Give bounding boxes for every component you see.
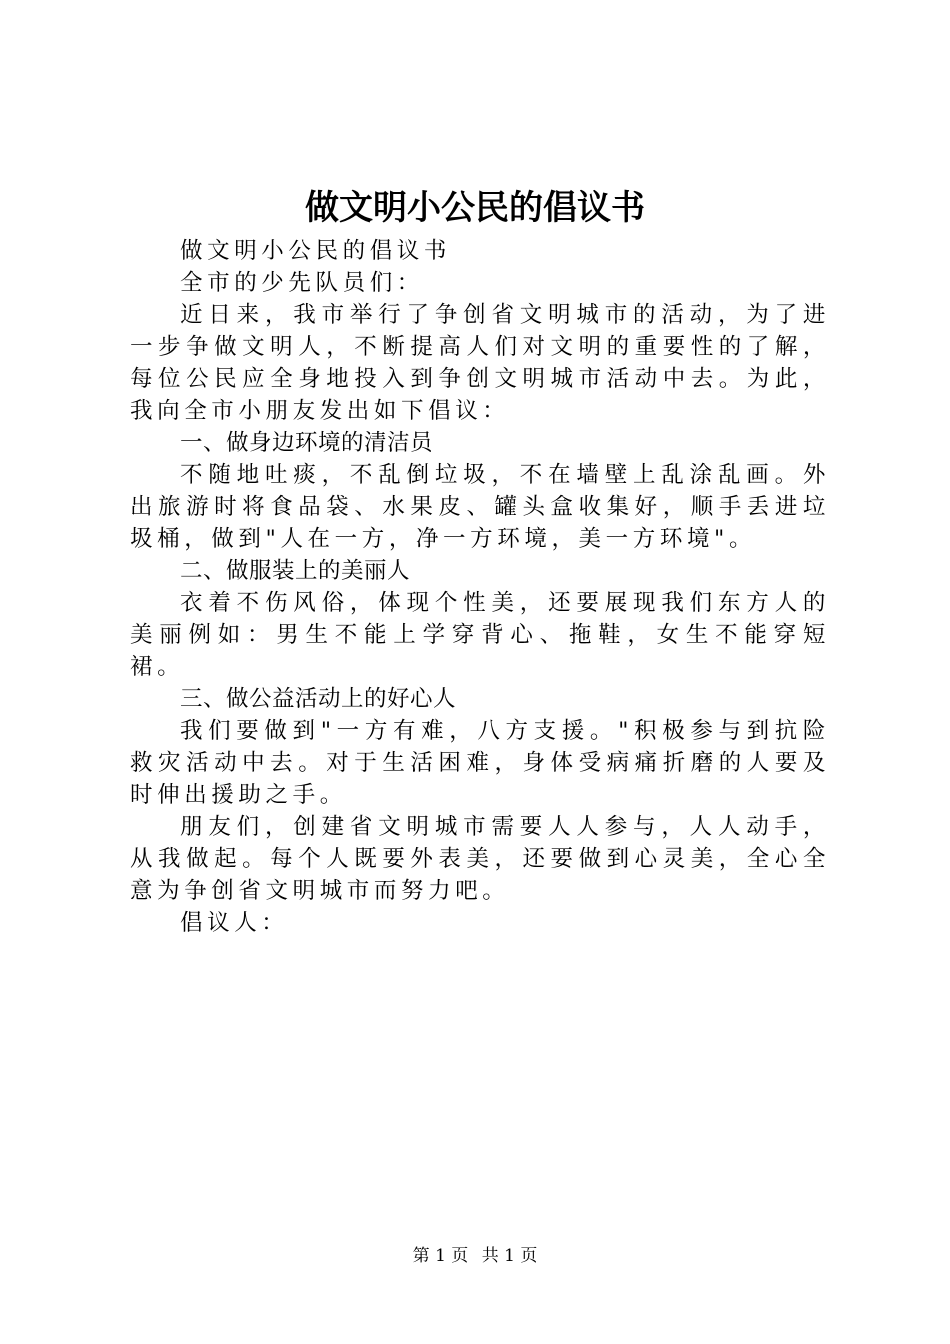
section-paragraph-3: 我们要做到"一方有难，八方支援。"积极参与到抗险救灾活动中去。对于生活困难，身体受病痛折磨的人要及时伸出援助之手。 — [130, 718, 830, 808]
signature-line: 倡议人： — [180, 910, 289, 936]
document-body — [130, 235, 830, 939]
section-heading-3: 三、做公益活动上的好心人 — [180, 686, 457, 712]
closing-paragraph: 朋友们，创建省文明城市需要人人参与，人人动手，从我做起。每个人既要外表美，还要做到心灵美，全心全意为争创省文明城市而努力吧。 — [130, 814, 830, 904]
page-total: 共 1 页 — [481, 1246, 538, 1266]
section-heading-1: 一、做身边环境的清洁员 — [180, 430, 434, 456]
page-number: 第 1 页 — [412, 1246, 469, 1266]
subtitle-paragraph: 做文明小公民的倡议书 — [180, 238, 452, 264]
section-paragraph-2: 衣着不伤风俗，体现个性美，还要展现我们东方人的美丽例如：男生不能上学穿背心、拖鞋，女生不能穿短裙。 — [130, 590, 830, 680]
section-paragraph-1: 不随地吐痰，不乱倒垃圾，不在墙壁上乱涂乱画。外出旅游时将食品袋、水果皮、罐头盒收集好，顺手丢进垃圾桶，做到"人在一方，净一方环境，美一方环境"。 — [130, 462, 830, 552]
page-footer — [0, 1244, 950, 1268]
salutation-paragraph: 全市的少先队员们： — [180, 270, 424, 296]
document-title: 做文明小公民的倡议书 — [305, 188, 645, 228]
intro-paragraph: 近日来，我市举行了争创省文明城市的活动，为了进一步争做文明人，不断提高人们对文明的重要性的了解，每位公民应全身地投入到争创文明城市活动中去。为此，我向全市小朋友发出如下倡议： — [130, 302, 830, 424]
section-heading-2: 二、做服装上的美丽人 — [180, 558, 411, 584]
